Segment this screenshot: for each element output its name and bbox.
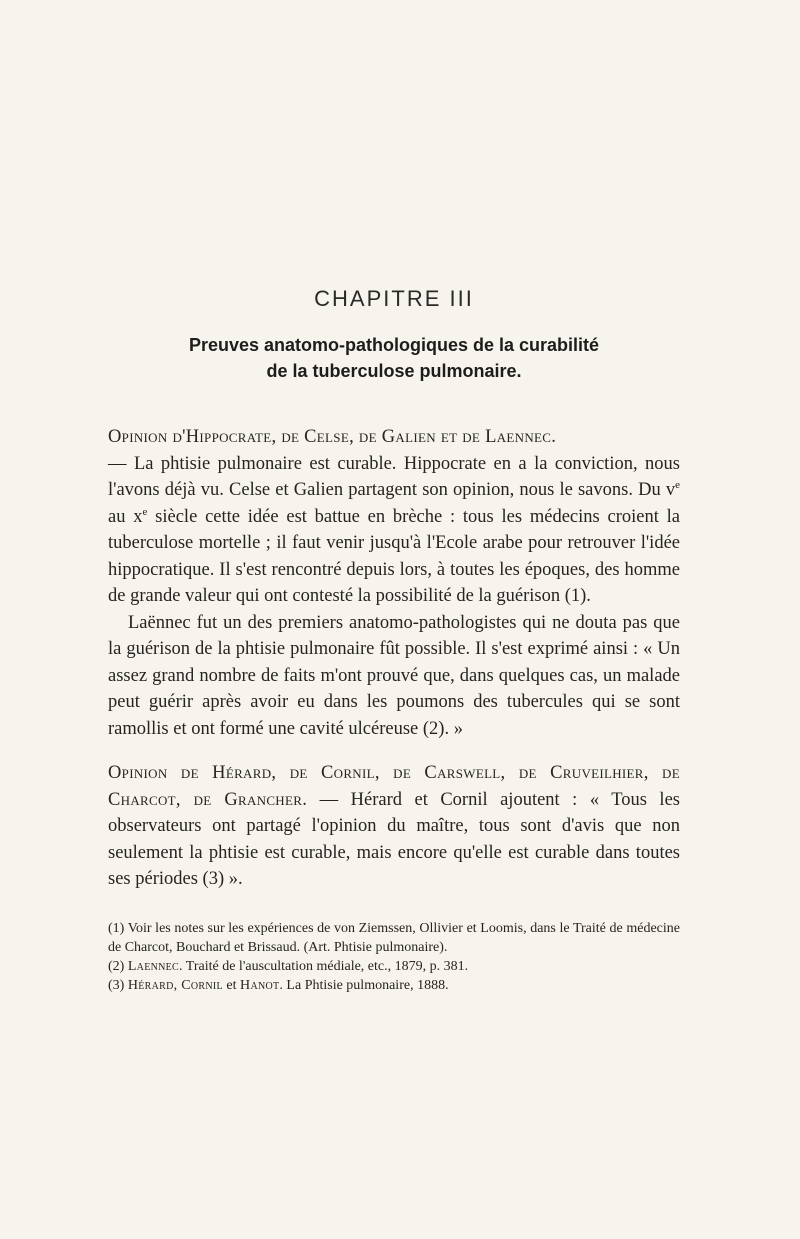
- footnote-2: [108, 957, 680, 976]
- paragraph-1: [108, 424, 680, 610]
- paragraph-2: Laënnec fut un des premiers anatomo-pathologistes qui ne douta pas que la guérison de la phtisie pulmonaire fût possible. Il s'est exprimé ainsi : « Un assez grand nombre de faits m'ont prouvé que, dans quelques cas, un malade peut guérir après avoir eu dans les poumons des tubercules qui se sont ramollis et ont formé une cavité ulcéreuse (2). »: [108, 612, 680, 739]
- paragraph-3-text: — Hérard et Cornil ajoutent : « Tous les observateurs ont partagé l'opinion du maître, tous sont d'avis que non seulement la phtisie est curable, mais encore qu'elle est curable dans toutes ses périodes (3) ».: [108, 789, 680, 889]
- superscript-e-1: e: [675, 478, 680, 491]
- footnotes: [108, 919, 680, 995]
- century-v: v: [665, 480, 676, 500]
- footnote-3-text: . La Phtisie pulmonaire, 1888.: [279, 977, 449, 993]
- footnote-3-authors: Hérard, Cornil: [127, 977, 223, 993]
- paragraph-1-text-b: siècle cette idée est battue en brèche : tous les médecins croient la tuberculose mortelle ; il faut venir jusqu'à l'Ecole arabe pour retrouver l'idée hippocratique. Il s'est rencontré depuis lors, à toutes les époques, des homme de grande valeur qui ont contesté la possibilité de la guérison (1).: [108, 506, 680, 606]
- century-x: x: [133, 506, 143, 527]
- footnote-3-label: (3): [108, 977, 128, 993]
- superscript-e-2: e: [142, 505, 148, 518]
- footnote-2-label: (2): [108, 958, 128, 974]
- chapter-title: CHAPITRE III: [314, 286, 474, 311]
- chapter-subtitle: [108, 332, 680, 384]
- footnote-1: (1) Voir les notes sur les expériences de von Ziemssen, Ollivier et Loomis, dans le Traité de médecine de Charcot, Bouchard et Brissaud. (Art. Phtisie pulmonaire).: [108, 920, 680, 955]
- footnote-3-and: et: [222, 977, 241, 993]
- paragraph-1-au: au: [108, 506, 134, 527]
- section-heading-1: Opinion d'Hippocrate, de Celse, de Galien et de Laennec.: [108, 427, 557, 447]
- footnote-2-author: Laennec: [127, 958, 180, 974]
- body-text: [108, 424, 680, 893]
- footnote-2-text: . Traité de l'auscultation médiale, etc., 1879, p. 381.: [179, 958, 469, 974]
- paragraph-1-text-a: — La phtisie pulmonaire est curable. Hippocrate en a la conviction, nous l'avons déjà vu. Celse et Galien partagent son opinion, nous le savons. Du: [108, 453, 680, 500]
- subtitle-line-1: Preuves anatomo-pathologiques de la curabilité: [188, 335, 600, 355]
- footnote-3-author-2: Hanot: [240, 977, 280, 993]
- section-heading-2: Opinion de Hérard, de Cornil, de Carswell, de Cruveilhier, de Charcot, de Grancher.: [108, 763, 680, 810]
- footnote-3: [108, 976, 680, 995]
- subtitle-line-2: de la tuberculose pulmonaire.: [266, 361, 522, 381]
- paragraph-3: [108, 760, 680, 893]
